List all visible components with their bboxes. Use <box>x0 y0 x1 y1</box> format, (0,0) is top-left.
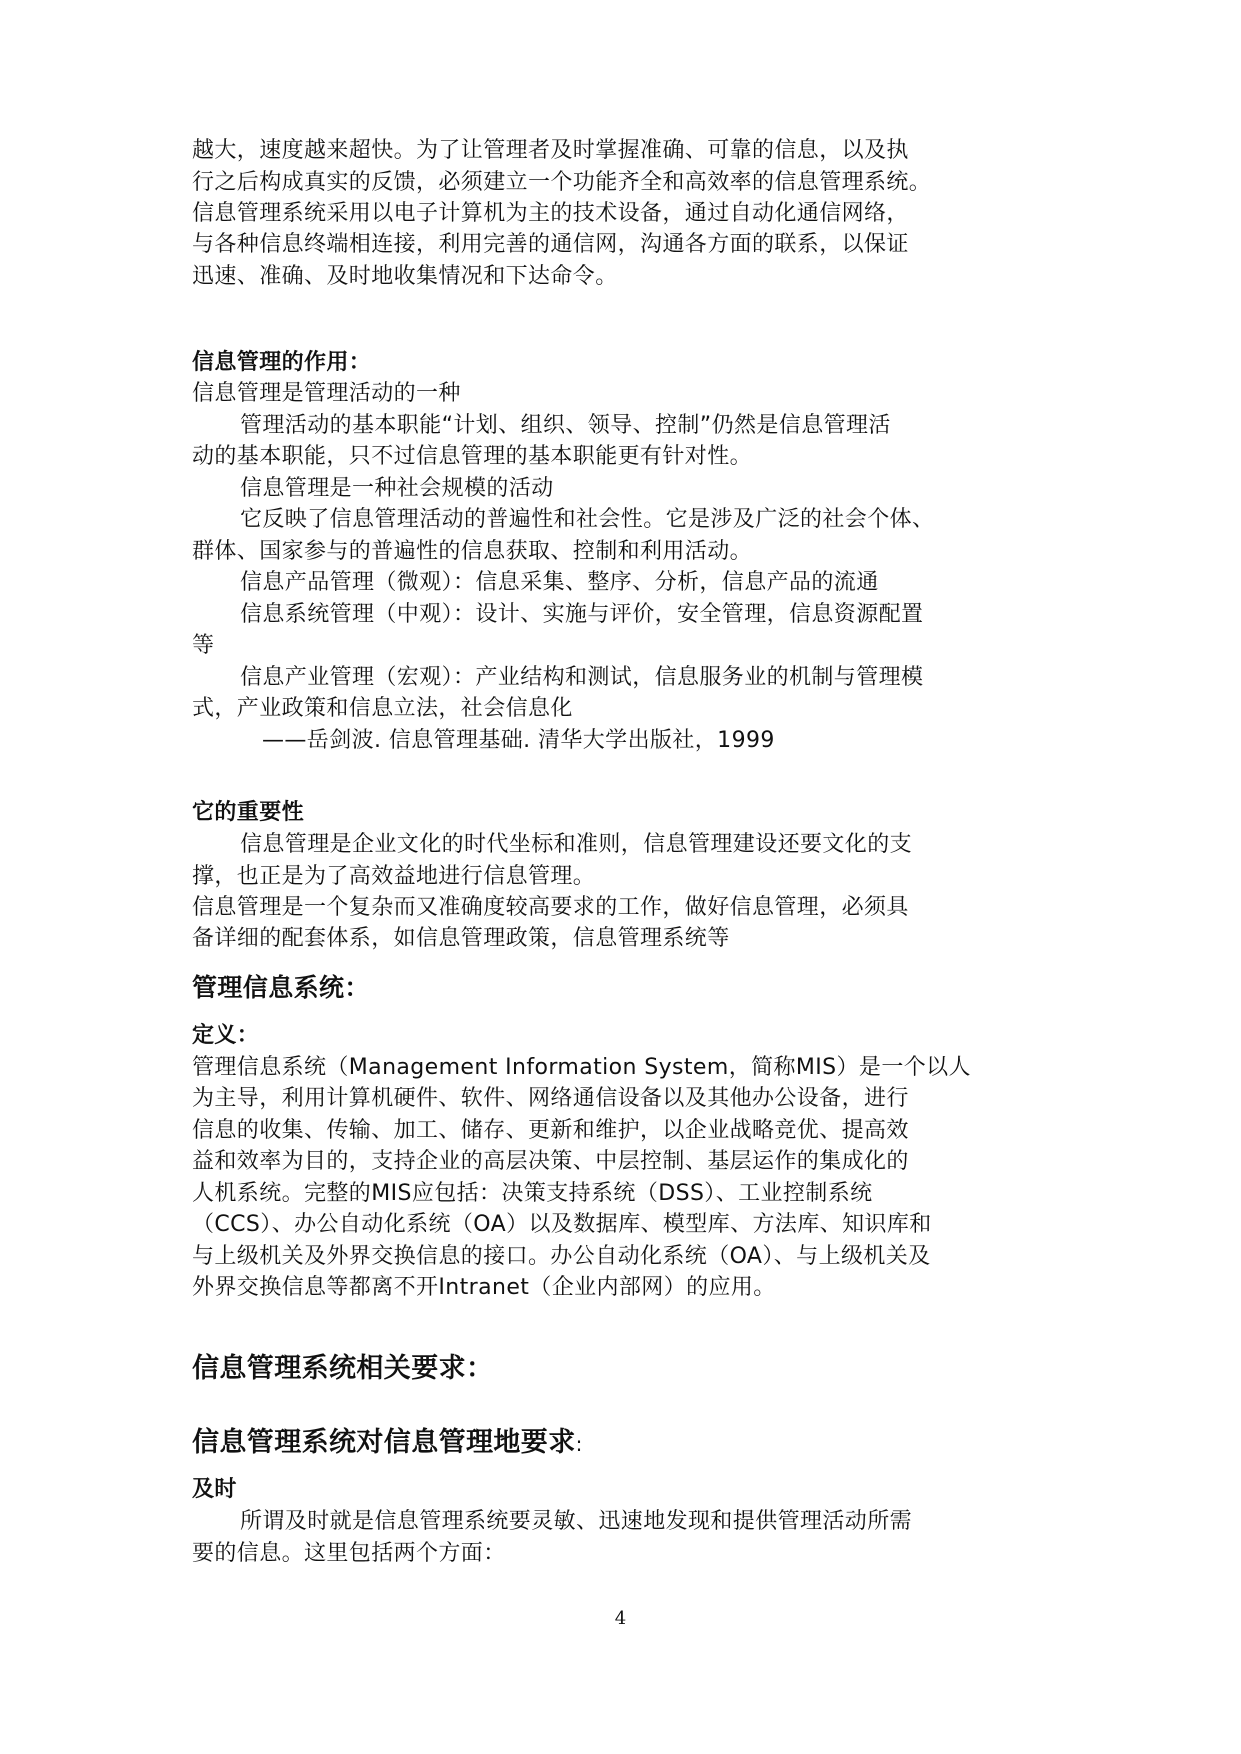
paragraph-line: 越大，速度越来超快。为了让管理者及时掌握准确、可靠的信息，以及执 <box>192 138 909 163</box>
paragraph-line: 信息的收集、传输、加工、储存、更新和维护，以企业战略竞优、提高效 <box>192 1118 909 1143</box>
paragraph-line: 动的基本职能，只不过信息管理的基本职能更有针对性。 <box>192 444 753 469</box>
paragraph-line: 信息管理是一个复杂而又准确度较高要求的工作，做好信息管理，必须具 <box>192 895 909 920</box>
citation: ——岳剑波. 信息管理基础. 清华大学出版社，1999 <box>262 728 775 753</box>
paragraph-line: 撑，也正是为了高效益地进行信息管理。 <box>192 864 596 889</box>
paragraph-line: 备详细的配套体系，如信息管理政策，信息管理系统等 <box>192 926 730 951</box>
paragraph-line: 信息管理是一种社会规模的活动 <box>240 476 554 501</box>
paragraph-line: 信息管理是企业文化的时代坐标和准则，信息管理建设还要文化的支 <box>240 832 913 857</box>
paragraph-line: 信息系统管理（中观）：设计、实施与评价，安全管理，信息资源配置 <box>240 602 924 627</box>
subheading-requirements <box>192 1424 583 1463</box>
subheading-definition: 定义： <box>192 1023 260 1048</box>
paragraph-line: 信息产品管理（微观）：信息采集、整序、分析，信息产品的流通 <box>240 570 879 595</box>
section-heading-role: 信息管理的作用： <box>192 350 372 375</box>
paragraph-line: 与各种信息终端相连接，利用完善的通信网，沟通各方面的联系，以保证 <box>192 232 909 257</box>
paragraph-line: 信息管理系统采用以电子计算机为主的技术设备，通过自动化通信网络， <box>192 201 909 226</box>
subheading-requirements-text: 信息管理系统对信息管理地要求 <box>192 1427 576 1458</box>
section-heading-mis: 管理信息系统： <box>192 973 370 1002</box>
section-heading-importance: 它的重要性 <box>192 800 305 825</box>
paragraph-line: 管理信息系统（Management Information System，简称MIS）是一个以人 <box>192 1055 971 1080</box>
paragraph-line: 人机系统。完整的MIS应包括：决策支持系统（DSS）、工业控制系统 <box>192 1181 873 1206</box>
paragraph-line: 行之后构成真实的反馈，必须建立一个功能齐全和高效率的信息管理系统。 <box>192 170 932 195</box>
paragraph-line: 信息管理是管理活动的一种 <box>192 381 461 406</box>
page-number: 4 <box>614 1608 627 1629</box>
paragraph-line: 管理活动的基本职能“计划、组织、领导、控制”仍然是信息管理活 <box>240 413 891 438</box>
subheading-timely: 及时 <box>192 1477 237 1502</box>
paragraph-line: 信息产业管理（宏观）：产业结构和测试，信息服务业的机制与管理模 <box>240 665 924 690</box>
paragraph-line: （CCS）、办公自动化系统（OA）以及数据库、模型库、方法库、知识库和 <box>192 1212 932 1237</box>
paragraph-line: 与上级机关及外界交换信息的接口。办公自动化系统（OA）、与上级机关及 <box>192 1244 931 1269</box>
paragraph-line: 益和效率为目的，支持企业的高层决策、中层控制、基层运作的集成化的 <box>192 1149 909 1174</box>
paragraph-line: 等 <box>192 633 215 658</box>
paragraph-line: 群体、国家参与的普遍性的信息获取、控制和利用活动。 <box>192 539 753 564</box>
paragraph-line: 为主导，利用计算机硬件、软件、网络通信设备以及其他办公设备，进行 <box>192 1086 909 1111</box>
paragraph-line: 它反映了信息管理活动的普遍性和社会性。它是涉及广泛的社会个体、 <box>240 507 935 532</box>
paragraph-line: 要的信息。这里包括两个方面： <box>192 1541 506 1566</box>
section-heading-requirements: 信息管理系统相关要求： <box>192 1353 494 1384</box>
subheading-requirements-colon: : <box>575 1432 583 1456</box>
paragraph-line: 式，产业政策和信息立法，社会信息化 <box>192 696 573 721</box>
paragraph-line: 迅速、准确、及时地收集情况和下达命令。 <box>192 264 618 289</box>
paragraph-line: 外界交换信息等都离不开Intranet（企业内部网）的应用。 <box>192 1275 776 1300</box>
paragraph-line: 所谓及时就是信息管理系统要灵敏、迅速地发现和提供管理活动所需 <box>240 1509 913 1534</box>
